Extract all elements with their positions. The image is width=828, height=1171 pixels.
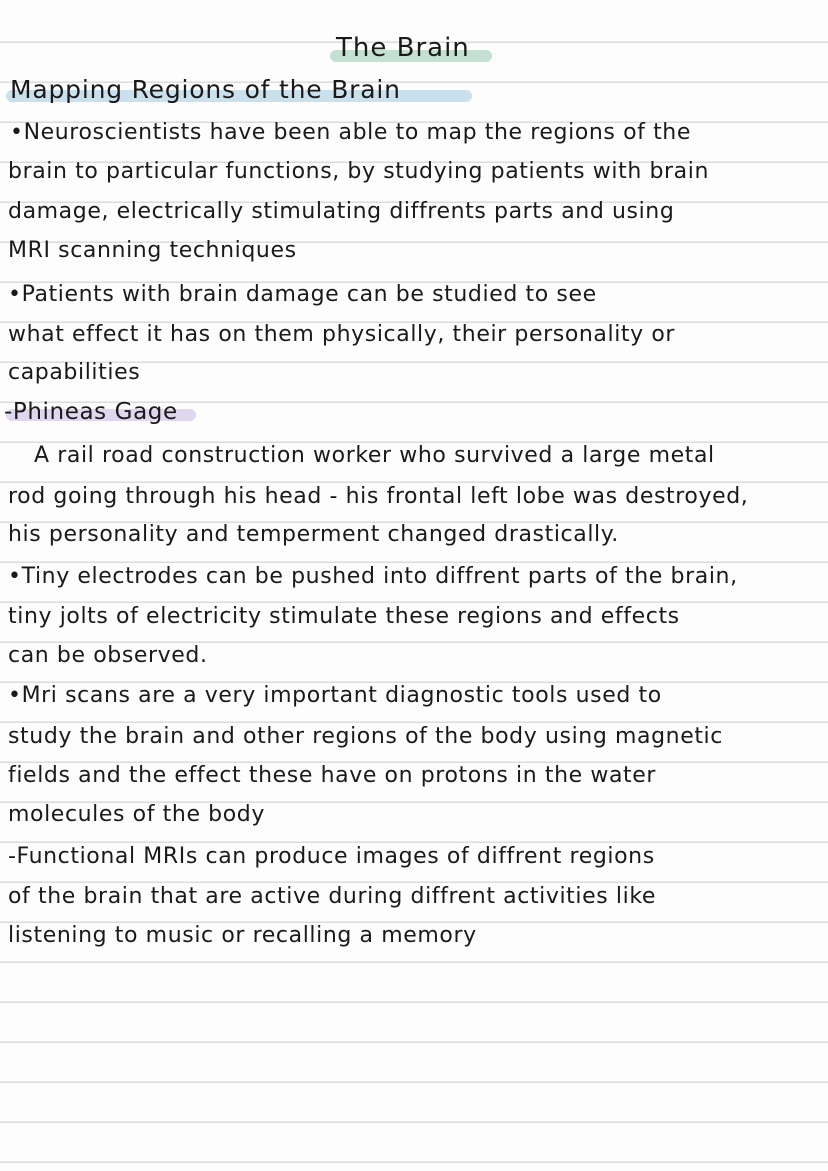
- note-line: brain to particular functions, by studying patients with brain: [8, 159, 710, 184]
- note-line: can be observed.: [8, 643, 208, 668]
- note-line: •Neuroscientists have been able to map the regions of the: [10, 120, 691, 145]
- note-line: tiny jolts of electricity stimulate these regions and effects: [8, 604, 680, 629]
- subheading: -Phineas Gage: [4, 399, 178, 425]
- note-line: •Patients with brain damage can be studied to see: [8, 282, 597, 307]
- note-line: •Mri scans are a very important diagnostic tools used to: [8, 683, 662, 708]
- note-line: fields and the effect these have on protons in the water: [8, 763, 657, 788]
- section-heading: Mapping Regions of the Brain: [10, 75, 401, 104]
- note-line: MRI scanning techniques: [8, 238, 297, 263]
- note-line: damage, electrically stimulating diffrents parts and using: [8, 199, 675, 224]
- note-line: his personality and temperment changed drastically.: [8, 522, 619, 547]
- note-line: listening to music or recalling a memory: [8, 923, 477, 948]
- note-line: study the brain and other regions of the body using magnetic: [8, 724, 723, 749]
- note-line: -Functional MRIs can produce images of diffrent regions: [8, 844, 655, 869]
- page-title: The Brain: [336, 33, 470, 63]
- note-line: of the brain that are active during diffrent activities like: [8, 884, 657, 909]
- note-line: capabilities: [8, 360, 141, 385]
- note-line: •Tiny electrodes can be pushed into diffrent parts of the brain,: [8, 564, 738, 589]
- note-line: what effect it has on them physically, their personality or: [8, 322, 676, 347]
- note-line: rod going through his head - his frontal left lobe was destroyed,: [8, 484, 749, 509]
- note-line: A rail road construction worker who survived a large metal: [34, 443, 715, 468]
- note-line: molecules of the body: [8, 802, 265, 827]
